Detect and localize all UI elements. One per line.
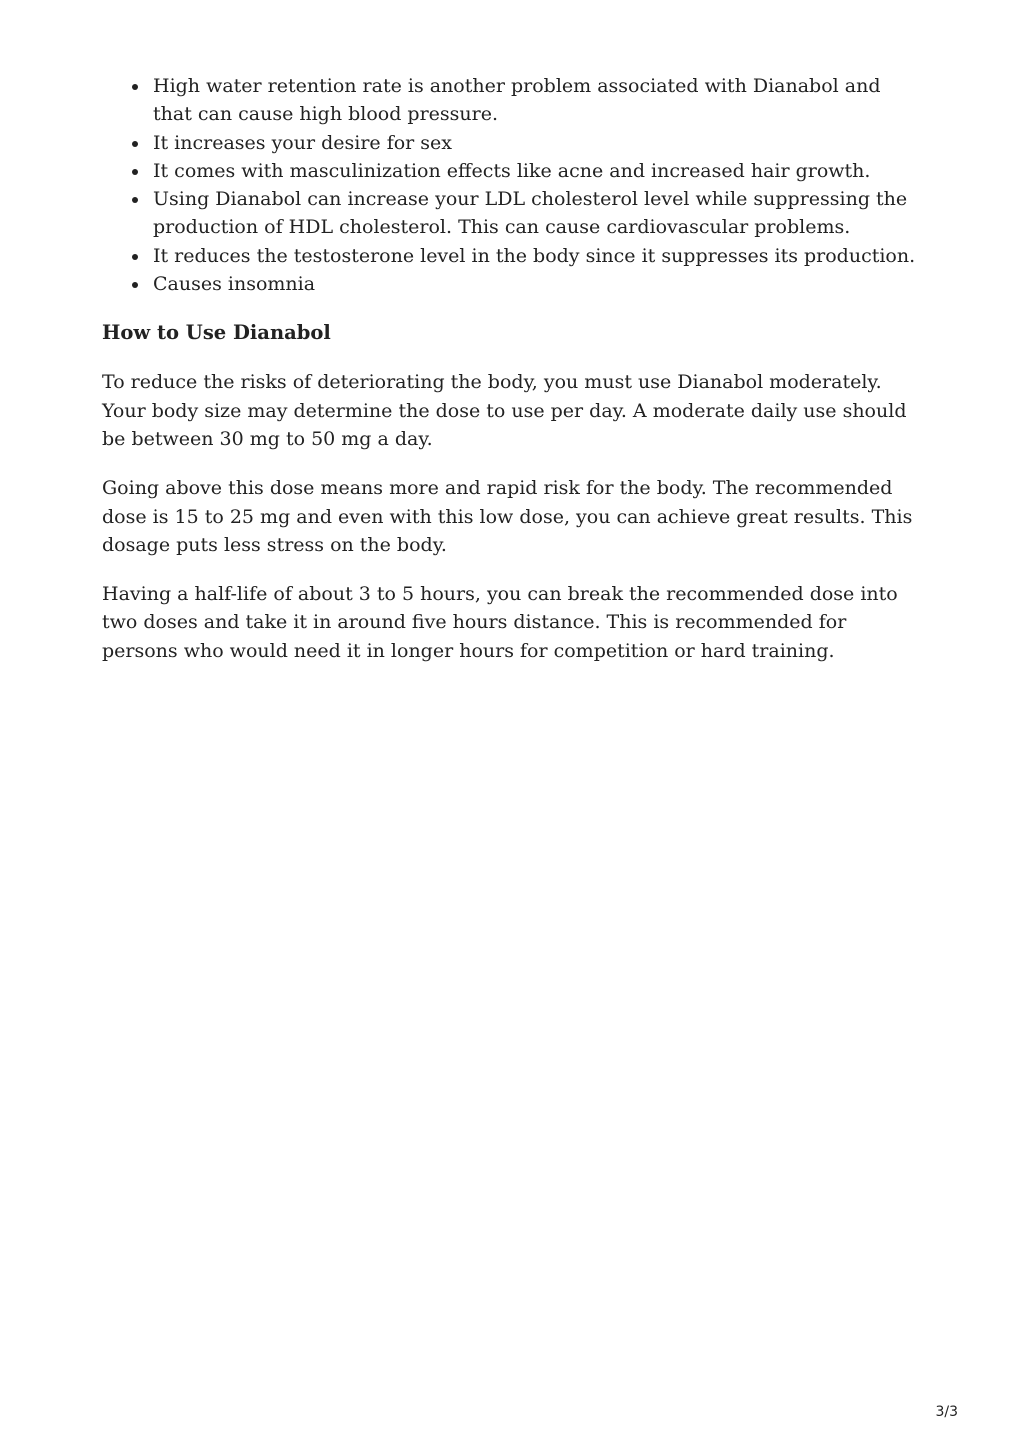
list-item: It reduces the testosterone level in the body since it suppresses its production. <box>153 242 924 270</box>
list-item: It increases your desire for sex <box>153 129 924 157</box>
paragraph-recommended-dose: Going above this dose means more and rapid risk for the body. The recommended dose is 15 to 25 mg and even with this low dose, you can achieve great results. This dosage puts less stress on the body. <box>102 477 913 556</box>
document-page <box>102 72 924 665</box>
page-number: 3/3 <box>935 1404 958 1420</box>
list-item: High water retention rate is another problem associated with Dianabol and that can cause high blood pressure. <box>153 72 924 129</box>
list-item: It comes with masculinization effects like acne and increased hair growth. <box>153 157 924 185</box>
list-item: Causes insomnia <box>153 270 924 298</box>
section-heading: How to Use Dianabol <box>102 321 331 345</box>
side-effects-list <box>102 72 924 298</box>
paragraph-dosage: To reduce the risks of deteriorating the body, you must use Dianabol moderately. Your body size may determine the dose to use per day. A moderate daily use should be between 30 mg to 50 mg a day. <box>102 371 907 450</box>
paragraph-half-life: Having a half-life of about 3 to 5 hours, you can break the recommended dose into two doses and take it in around five hours distance. This is recommended for persons who would need it in longer hours for competition or hard training. <box>102 583 898 662</box>
list-item: Using Dianabol can increase your LDL cholesterol level while suppressing the production of HDL cholesterol. This can cause cardiovascular problems. <box>153 185 924 242</box>
